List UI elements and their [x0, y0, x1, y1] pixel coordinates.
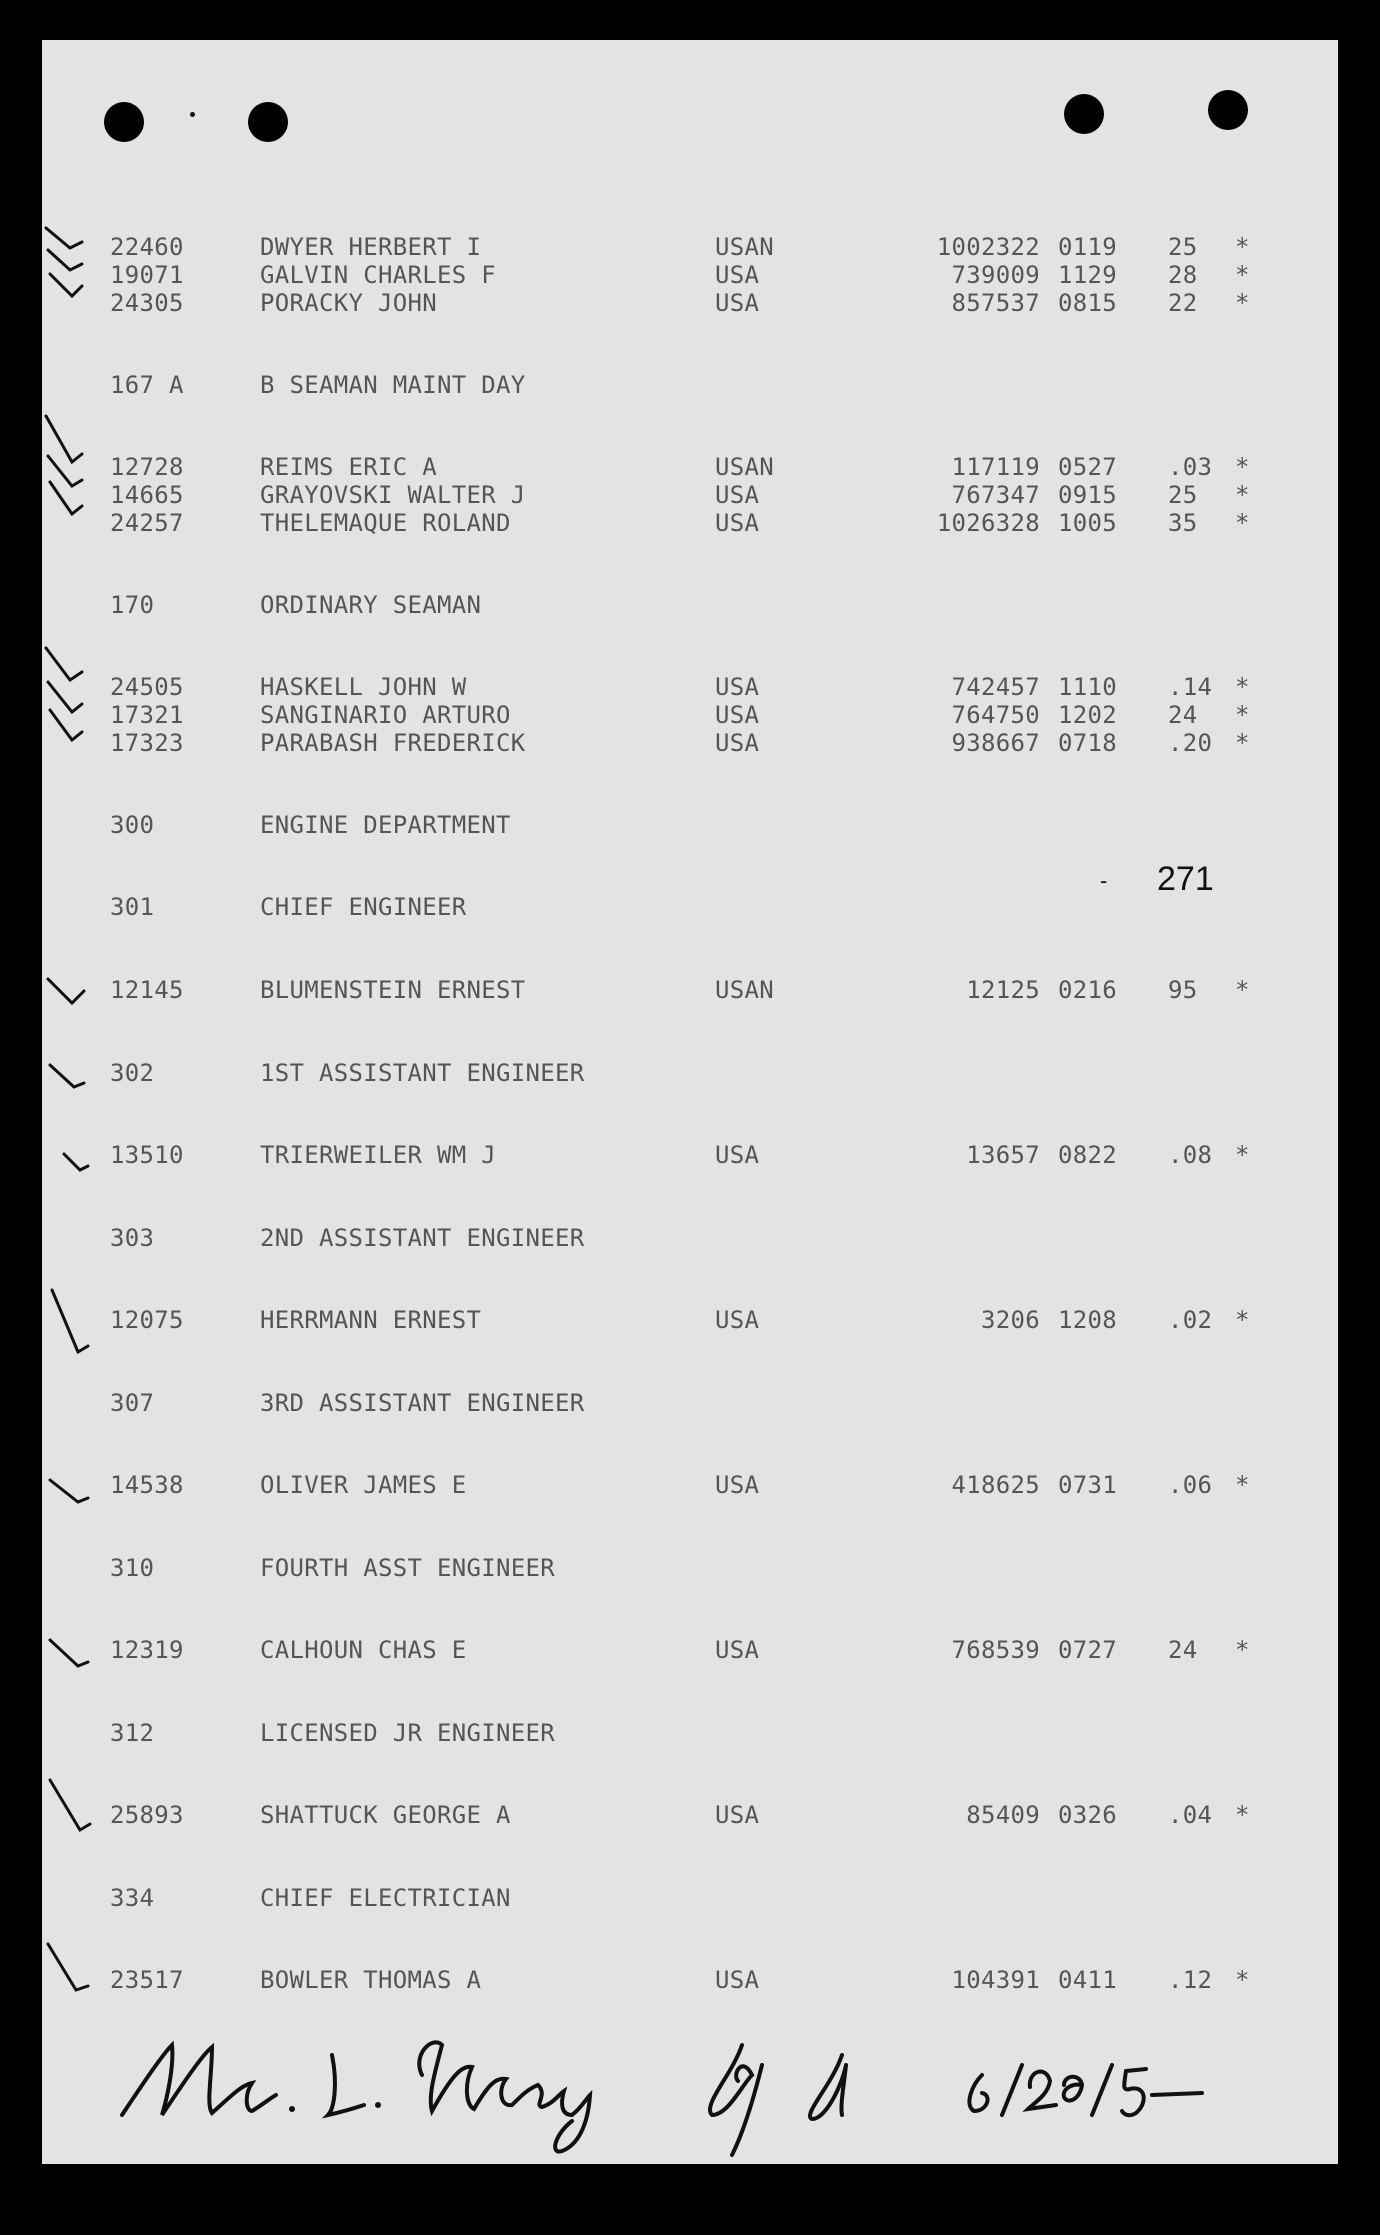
- crew-value: .02: [1168, 1306, 1213, 1334]
- crew-row: [110, 1305, 1250, 1335]
- crew-number: 3206: [981, 1306, 1040, 1334]
- crew-date: 0326: [1058, 1801, 1117, 1829]
- crew-value: .12: [1168, 1966, 1213, 1994]
- crew-mark: *: [1235, 509, 1250, 537]
- crew-date: 1129: [1058, 261, 1117, 289]
- crew-nationality: USA: [715, 261, 760, 289]
- crew-number: 768539: [951, 1636, 1040, 1664]
- checkmark-icon: [42, 1110, 112, 1190]
- crew-name: TRIERWEILER WM J: [260, 1141, 496, 1169]
- crew-code: 24257: [110, 509, 184, 537]
- section-title: ORDINARY SEAMAN: [260, 591, 482, 619]
- crew-code: 17321: [110, 701, 184, 729]
- crew-nationality: USA: [715, 1966, 760, 1994]
- section-header: [110, 1223, 585, 1253]
- crew-name: REIMS ERIC A: [260, 453, 437, 481]
- checkmark-icon: [42, 1760, 112, 1850]
- crew-number: 85409: [966, 1801, 1040, 1829]
- section-code: 301: [110, 893, 155, 921]
- crew-row: [110, 700, 1250, 730]
- crew-date: 0731: [1058, 1471, 1117, 1499]
- crew-name: BOWLER THOMAS A: [260, 1966, 482, 1994]
- crew-row: [110, 1140, 1250, 1170]
- section-code: 167 A: [110, 371, 184, 399]
- crew-value: 35: [1168, 509, 1198, 537]
- crew-nationality: USA: [715, 1141, 760, 1169]
- crew-date: 0216: [1058, 976, 1117, 1004]
- section-title: 2ND ASSISTANT ENGINEER: [260, 1224, 585, 1252]
- section-header: [110, 1388, 585, 1418]
- crew-code: 17323: [110, 729, 184, 757]
- crew-number: 739009: [951, 261, 1040, 289]
- document-sheet: [42, 40, 1338, 2164]
- crew-code: 14538: [110, 1471, 184, 1499]
- section-title: 1ST ASSISTANT ENGINEER: [260, 1059, 585, 1087]
- section-code: 303: [110, 1224, 155, 1252]
- crew-nationality: USAN: [715, 233, 774, 261]
- crew-mark: *: [1235, 1471, 1250, 1499]
- crew-nationality: USA: [715, 481, 760, 509]
- crew-row: [110, 1470, 1250, 1500]
- crew-mark: *: [1235, 1966, 1250, 1994]
- crew-mark: *: [1235, 673, 1250, 701]
- section-header: [110, 1718, 555, 1748]
- section-header: [110, 1883, 511, 1913]
- crew-mark: *: [1235, 261, 1250, 289]
- crew-nationality: USA: [715, 1306, 760, 1334]
- crew-row: [110, 1635, 1250, 1665]
- crew-nationality: USAN: [715, 976, 774, 1004]
- section-code: 310: [110, 1554, 155, 1582]
- crew-date: 0718: [1058, 729, 1117, 757]
- crew-row: [110, 672, 1250, 702]
- section-header: [110, 590, 482, 620]
- section-title: ENGINE DEPARTMENT: [260, 811, 511, 839]
- crew-date: 1202: [1058, 701, 1117, 729]
- crew-mark: *: [1235, 453, 1250, 481]
- page-dash: -: [1100, 868, 1108, 893]
- crew-number: 1026328: [936, 509, 1040, 537]
- punch-hole: [1064, 94, 1104, 134]
- crew-name: GALVIN CHARLES F: [260, 261, 496, 289]
- crew-nationality: USA: [715, 701, 760, 729]
- crew-nationality: USA: [715, 1471, 760, 1499]
- crew-date: 0119: [1058, 233, 1117, 261]
- crew-code: 24305: [110, 289, 184, 317]
- crew-number: 418625: [951, 1471, 1040, 1499]
- crew-code: 12075: [110, 1306, 184, 1334]
- crew-value: .14: [1168, 673, 1213, 701]
- handwritten-signature: [102, 2025, 1222, 2165]
- checkmark-icon: [42, 220, 112, 330]
- crew-code: 23517: [110, 1966, 184, 1994]
- checkmark-icon: [42, 1610, 112, 1690]
- crew-value: 22: [1168, 289, 1198, 317]
- crew-number: 104391: [951, 1966, 1040, 1994]
- crew-code: 12728: [110, 453, 184, 481]
- crew-mark: *: [1235, 233, 1250, 261]
- crew-value: .03: [1168, 453, 1213, 481]
- page-number: 271: [1157, 860, 1214, 898]
- section-code: 170: [110, 591, 155, 619]
- punch-hole: [1208, 90, 1248, 130]
- crew-number: 117119: [951, 453, 1040, 481]
- crew-name: THELEMAQUE ROLAND: [260, 509, 511, 537]
- section-code: 302: [110, 1059, 155, 1087]
- crew-code: 12145: [110, 976, 184, 1004]
- crew-value: 28: [1168, 261, 1198, 289]
- crew-name: SANGINARIO ARTURO: [260, 701, 511, 729]
- crew-value: 25: [1168, 481, 1198, 509]
- crew-nationality: USAN: [715, 453, 774, 481]
- crew-number: 742457: [951, 673, 1040, 701]
- crew-value: 24: [1168, 1636, 1198, 1664]
- crew-number: 938667: [951, 729, 1040, 757]
- section-code: 307: [110, 1389, 155, 1417]
- crew-number: 13657: [966, 1141, 1040, 1169]
- crew-number: 767347: [951, 481, 1040, 509]
- crew-row: [110, 1965, 1250, 1995]
- crew-name: SHATTUCK GEORGE A: [260, 1801, 511, 1829]
- crew-name: PORACKY JOHN: [260, 289, 437, 317]
- crew-date: 1110: [1058, 673, 1117, 701]
- crew-date: 1208: [1058, 1306, 1117, 1334]
- section-header: [110, 1058, 585, 1088]
- crew-name: PARABASH FREDERICK: [260, 729, 526, 757]
- crew-number: 857537: [951, 289, 1040, 317]
- crew-mark: *: [1235, 1306, 1250, 1334]
- crew-nationality: USA: [715, 673, 760, 701]
- punch-mark: [190, 112, 195, 117]
- crew-row: [110, 975, 1250, 1005]
- crew-row: [110, 508, 1250, 538]
- checkmark-icon: [42, 1250, 112, 1370]
- section-title: 3RD ASSISTANT ENGINEER: [260, 1389, 585, 1417]
- crew-row: [110, 288, 1250, 318]
- checkmark-icon: [42, 935, 112, 1015]
- crew-nationality: USA: [715, 509, 760, 537]
- section-title: CHIEF ELECTRICIAN: [260, 1884, 511, 1912]
- crew-number: 1002322: [936, 233, 1040, 261]
- section-title: LICENSED JR ENGINEER: [260, 1719, 555, 1747]
- crew-name: BLUMENSTEIN ERNEST: [260, 976, 526, 1004]
- crew-date: 0527: [1058, 453, 1117, 481]
- crew-code: 19071: [110, 261, 184, 289]
- section-title: CHIEF ENGINEER: [260, 893, 467, 921]
- punch-hole: [104, 102, 144, 142]
- crew-nationality: USA: [715, 1801, 760, 1829]
- checkmark-icon: [42, 640, 112, 770]
- section-title: B SEAMAN MAINT DAY: [260, 371, 526, 399]
- crew-date: 0915: [1058, 481, 1117, 509]
- section-header: [110, 370, 526, 400]
- crew-mark: *: [1235, 701, 1250, 729]
- section-code: 334: [110, 1884, 155, 1912]
- crew-code: 12319: [110, 1636, 184, 1664]
- crew-mark: *: [1235, 1801, 1250, 1829]
- crew-name: GRAYOVSKI WALTER J: [260, 481, 526, 509]
- checkmark-icon: [42, 1440, 112, 1520]
- crew-nationality: USA: [715, 729, 760, 757]
- crew-name: OLIVER JAMES E: [260, 1471, 467, 1499]
- crew-value: .06: [1168, 1471, 1213, 1499]
- crew-nationality: USA: [715, 1636, 760, 1664]
- crew-row: [110, 480, 1250, 510]
- crew-value: .08: [1168, 1141, 1213, 1169]
- crew-code: 25893: [110, 1801, 184, 1829]
- crew-row: [110, 260, 1250, 290]
- crew-name: CALHOUN CHAS E: [260, 1636, 467, 1664]
- crew-code: 13510: [110, 1141, 184, 1169]
- crew-row: [110, 1800, 1250, 1830]
- crew-mark: *: [1235, 289, 1250, 317]
- section-header: [110, 810, 511, 840]
- crew-row: [110, 728, 1250, 758]
- crew-mark: *: [1235, 729, 1250, 757]
- crew-date: 0411: [1058, 1966, 1117, 1994]
- crew-date: 1005: [1058, 509, 1117, 537]
- crew-name: HERRMANN ERNEST: [260, 1306, 482, 1334]
- crew-row: [110, 232, 1250, 262]
- crew-nationality: USA: [715, 289, 760, 317]
- section-title: FOURTH ASST ENGINEER: [260, 1554, 555, 1582]
- crew-value: 95: [1168, 976, 1198, 1004]
- checkmark-icon: [42, 1930, 112, 2020]
- crew-value: .20: [1168, 729, 1213, 757]
- crew-code: 14665: [110, 481, 184, 509]
- crew-mark: *: [1235, 481, 1250, 509]
- crew-number: 12125: [966, 976, 1040, 1004]
- crew-mark: *: [1235, 976, 1250, 1004]
- section-header: [110, 1553, 555, 1583]
- crew-number: 764750: [951, 701, 1040, 729]
- section-header: [110, 892, 467, 922]
- section-code: 300: [110, 811, 155, 839]
- crew-date: 0727: [1058, 1636, 1117, 1664]
- crew-name: DWYER HERBERT I: [260, 233, 482, 261]
- crew-date: 0815: [1058, 289, 1117, 317]
- crew-mark: *: [1235, 1636, 1250, 1664]
- crew-value: 24: [1168, 701, 1198, 729]
- crew-value: .04: [1168, 1801, 1213, 1829]
- crew-code: 22460: [110, 233, 184, 261]
- punch-hole: [248, 102, 288, 142]
- crew-value: 25: [1168, 233, 1198, 261]
- checkmark-icon: [42, 1025, 112, 1105]
- crew-name: HASKELL JOHN W: [260, 673, 467, 701]
- section-code: 312: [110, 1719, 155, 1747]
- crew-mark: *: [1235, 1141, 1250, 1169]
- crew-code: 24505: [110, 673, 184, 701]
- checkmark-icon: [42, 410, 112, 550]
- crew-date: 0822: [1058, 1141, 1117, 1169]
- crew-row: [110, 452, 1250, 482]
